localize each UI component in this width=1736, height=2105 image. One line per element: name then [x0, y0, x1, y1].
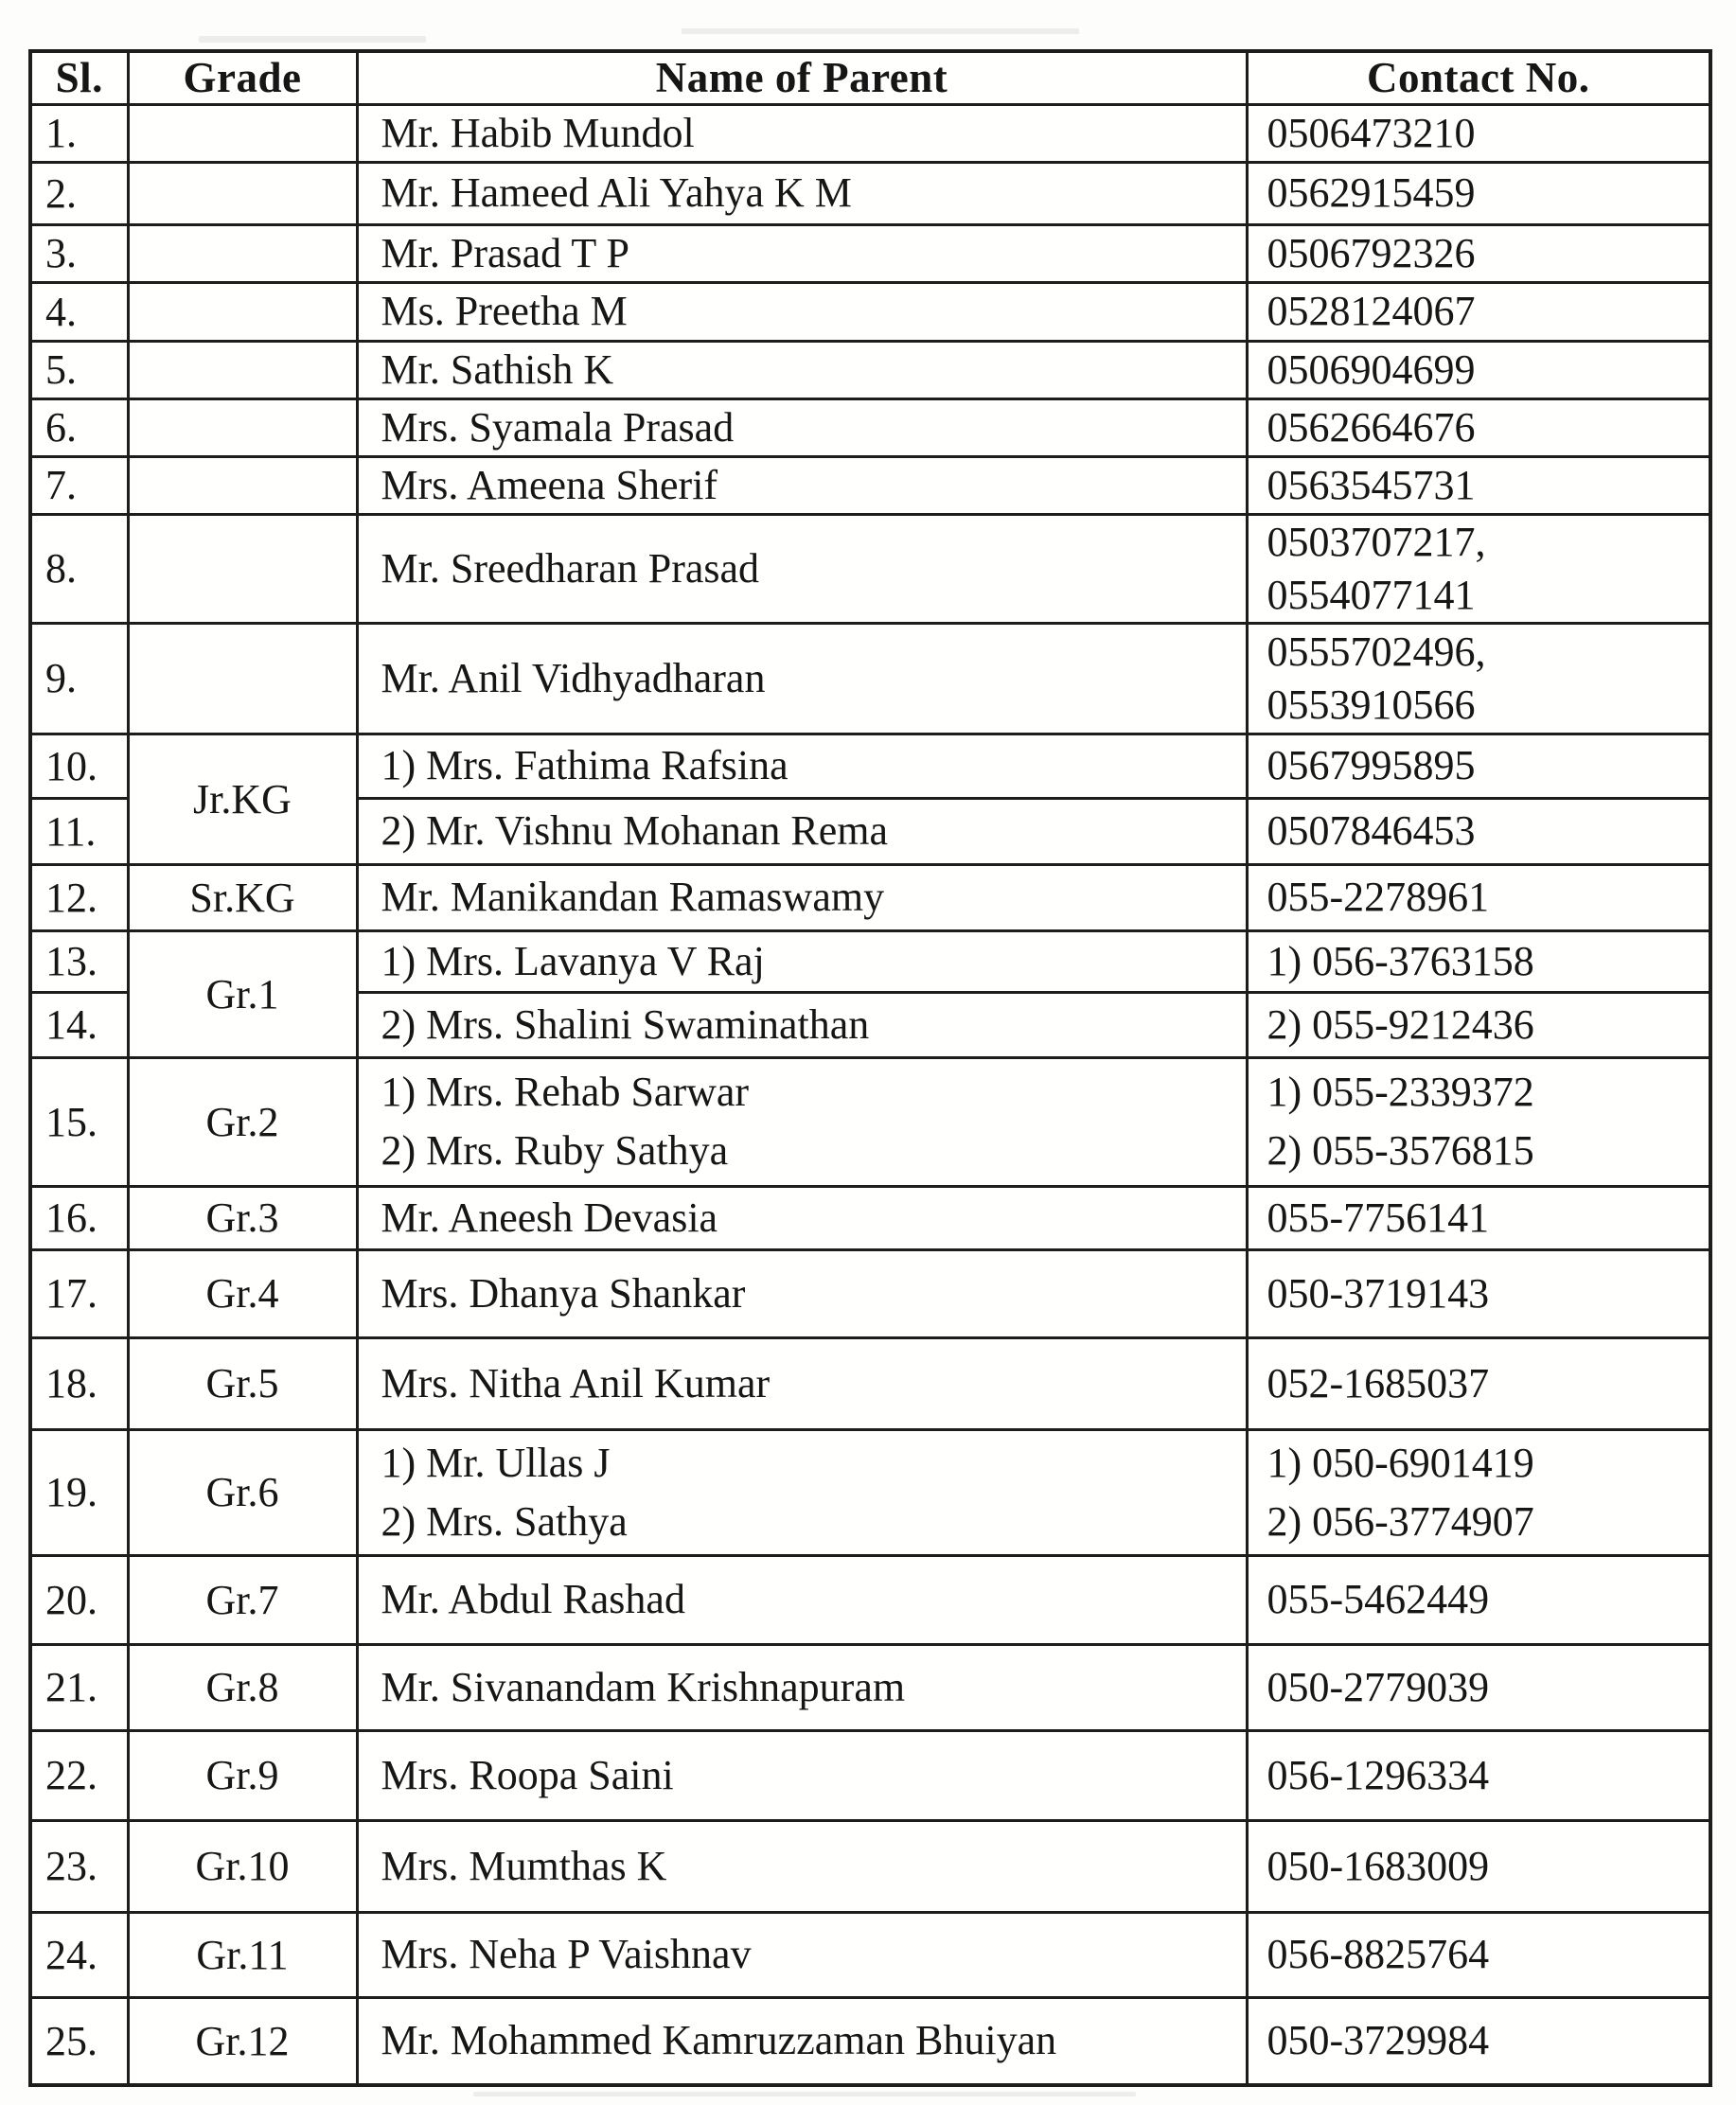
grade-cell	[128, 398, 357, 456]
grade-cell: Gr.2	[128, 1057, 357, 1186]
grade-cell	[128, 456, 357, 514]
grade-cell: Gr.11	[128, 1912, 357, 1997]
contact-cell: 055-5462449	[1247, 1555, 1710, 1644]
sl-cell: 25.	[30, 1997, 128, 2085]
name-cell: Mr. Manikandan Ramaswamy	[357, 864, 1247, 930]
table-row	[30, 456, 1710, 514]
grade-cell: Gr.5	[128, 1337, 357, 1429]
name-cell: Mr. Anil Vidhyadharan	[357, 623, 1247, 734]
scan-artifact	[682, 28, 1079, 34]
name-cell: Mr. Sivanandam Krishnapuram	[357, 1644, 1247, 1730]
sl-cell: 8.	[30, 514, 128, 623]
name-cell: Mr. Sathish K	[357, 341, 1247, 398]
name-cell: Mr. Abdul Rashad	[357, 1555, 1247, 1644]
contact-cell: 0506473210	[1247, 104, 1710, 162]
sl-cell: 18.	[30, 1337, 128, 1429]
grade-cell	[128, 104, 357, 162]
contact-cell: 1) 050-6901419 2) 056-3774907	[1247, 1429, 1710, 1555]
sl-cell: 20.	[30, 1555, 128, 1644]
grade-cell: Gr.1	[128, 930, 357, 1057]
sl-cell: 24.	[30, 1912, 128, 1997]
name-cell: Mr. Habib Mundol	[357, 104, 1247, 162]
name-cell: Mrs. Neha P Vaishnav	[357, 1912, 1247, 1997]
name-cell: 1) Mrs. Fathima Rafsina	[357, 734, 1247, 798]
sl-cell: 17.	[30, 1249, 128, 1337]
table-row	[30, 930, 1710, 992]
contact-cell: 0562915459	[1247, 162, 1710, 224]
table-row	[30, 341, 1710, 398]
table-row	[30, 282, 1710, 341]
sl-cell: 9.	[30, 623, 128, 734]
contact-cell: 0567995895	[1247, 734, 1710, 798]
name-cell: Mr. Hameed Ali Yahya K M	[357, 162, 1247, 224]
sl-cell: 10.	[30, 734, 128, 798]
header-grade: Grade	[128, 51, 357, 104]
table-row	[30, 104, 1710, 162]
table-row	[30, 224, 1710, 282]
contact-cell: 1) 055-2339372 2) 055-3576815	[1247, 1057, 1710, 1186]
name-cell: 1) Mrs. Rehab Sarwar 2) Mrs. Ruby Sathya	[357, 1057, 1247, 1186]
name-cell: Mrs. Ameena Sherif	[357, 456, 1247, 514]
grade-cell: Gr.4	[128, 1249, 357, 1337]
sl-cell: 23.	[30, 1820, 128, 1912]
grade-cell: Gr.12	[128, 1997, 357, 2085]
grade-cell	[128, 623, 357, 734]
header-row	[30, 51, 1710, 104]
grade-cell: Sr.KG	[128, 864, 357, 930]
contact-cell: 2) 055-9212436	[1247, 992, 1710, 1057]
contact-cell: 052-1685037	[1247, 1337, 1710, 1429]
grade-cell: Gr.10	[128, 1820, 357, 1912]
contact-cell: 1) 056-3763158	[1247, 930, 1710, 992]
contact-cell: 050-3719143	[1247, 1249, 1710, 1337]
grade-cell: Gr.6	[128, 1429, 357, 1555]
contact-cell: 0506904699	[1247, 341, 1710, 398]
grade-cell	[128, 282, 357, 341]
sl-cell: 13.	[30, 930, 128, 992]
name-cell: Ms. Preetha M	[357, 282, 1247, 341]
grade-cell	[128, 514, 357, 623]
sl-cell: 11.	[30, 798, 128, 864]
table-row	[30, 398, 1710, 456]
name-cell: 2) Mrs. Shalini Swaminathan	[357, 992, 1247, 1057]
name-cell: Mrs. Roopa Saini	[357, 1730, 1247, 1820]
contact-cell: 050-3729984	[1247, 1997, 1710, 2085]
grade-cell: Gr.7	[128, 1555, 357, 1644]
contact-cell: 056-1296334	[1247, 1730, 1710, 1820]
sl-cell: 22.	[30, 1730, 128, 1820]
contact-cell: 055-2278961	[1247, 864, 1710, 930]
contact-cell: 056-8825764	[1247, 1912, 1710, 1997]
grade-cell: Jr.KG	[128, 734, 357, 864]
table-row	[30, 1912, 1710, 1997]
name-cell: Mrs. Mumthas K	[357, 1820, 1247, 1912]
contact-cell: 050-2779039	[1247, 1644, 1710, 1730]
sl-cell: 14.	[30, 992, 128, 1057]
name-cell: Mr. Sreedharan Prasad	[357, 514, 1247, 623]
table-row	[30, 1644, 1710, 1730]
header-contact: Contact No.	[1247, 51, 1710, 104]
header-name: Name of Parent	[357, 51, 1247, 104]
table-row	[30, 1249, 1710, 1337]
grade-cell: Gr.8	[128, 1644, 357, 1730]
table-row	[30, 1997, 1710, 2085]
table-row	[30, 162, 1710, 224]
table-row	[30, 734, 1710, 798]
name-cell: Mrs. Syamala Prasad	[357, 398, 1247, 456]
sl-cell: 4.	[30, 282, 128, 341]
grade-cell	[128, 224, 357, 282]
sl-cell: 6.	[30, 398, 128, 456]
contact-cell: 0528124067	[1247, 282, 1710, 341]
table-row	[30, 1186, 1710, 1249]
name-cell: 1) Mr. Ullas J 2) Mrs. Sathya	[357, 1429, 1247, 1555]
sl-cell: 7.	[30, 456, 128, 514]
name-cell: Mrs. Nitha Anil Kumar	[357, 1337, 1247, 1429]
sl-cell: 12.	[30, 864, 128, 930]
contact-cell: 0563545731	[1247, 456, 1710, 514]
sl-cell: 19.	[30, 1429, 128, 1555]
name-cell: Mr. Mohammed Kamruzzaman Bhuiyan	[357, 1997, 1247, 2085]
sl-cell: 3.	[30, 224, 128, 282]
name-cell: 2) Mr. Vishnu Mohanan Rema	[357, 798, 1247, 864]
contact-cell: 050-1683009	[1247, 1820, 1710, 1912]
scan-artifact	[473, 2092, 1136, 2096]
contact-cell: 0555702496, 0553910566	[1247, 623, 1710, 734]
table-row	[30, 1820, 1710, 1912]
grade-cell: Gr.9	[128, 1730, 357, 1820]
sl-cell: 2.	[30, 162, 128, 224]
table-row	[30, 1429, 1710, 1555]
contact-cell: 0506792326	[1247, 224, 1710, 282]
header-sl: Sl.	[30, 51, 128, 104]
contact-cell: 0562664676	[1247, 398, 1710, 456]
table-row	[30, 623, 1710, 734]
sl-cell: 21.	[30, 1644, 128, 1730]
table-row	[30, 514, 1710, 623]
sl-cell: 15.	[30, 1057, 128, 1186]
name-cell: Mr. Aneesh Devasia	[357, 1186, 1247, 1249]
sl-cell: 1.	[30, 104, 128, 162]
table-row	[30, 1555, 1710, 1644]
sl-cell: 5.	[30, 341, 128, 398]
table-row	[30, 1057, 1710, 1186]
scan-artifact	[199, 36, 426, 43]
name-cell: Mr. Prasad T P	[357, 224, 1247, 282]
table-row	[30, 1337, 1710, 1429]
table-row	[30, 1730, 1710, 1820]
contact-cell: 055-7756141	[1247, 1186, 1710, 1249]
parent-contact-table	[28, 49, 1712, 2087]
table-row	[30, 864, 1710, 930]
grade-cell	[128, 162, 357, 224]
name-cell: 1) Mrs. Lavanya V Raj	[357, 930, 1247, 992]
name-cell: Mrs. Dhanya Shankar	[357, 1249, 1247, 1337]
grade-cell: Gr.3	[128, 1186, 357, 1249]
contact-cell: 0507846453	[1247, 798, 1710, 864]
grade-cell	[128, 341, 357, 398]
contact-cell: 0503707217, 0554077141	[1247, 514, 1710, 623]
sl-cell: 16.	[30, 1186, 128, 1249]
